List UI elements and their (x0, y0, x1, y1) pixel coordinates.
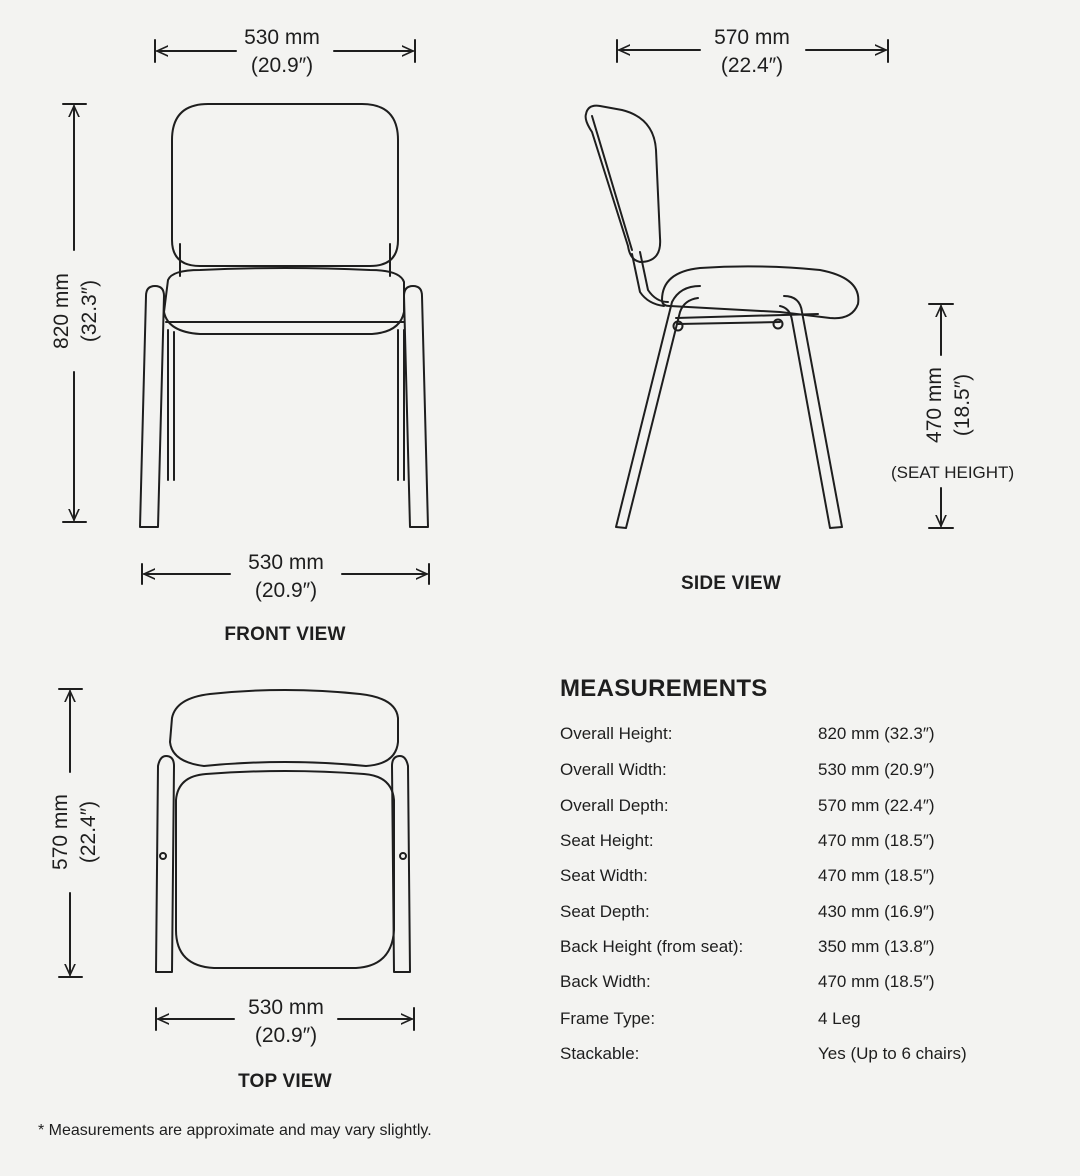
measurement-value: 530 mm (20.9″) (818, 760, 935, 779)
measurement-row (560, 972, 1040, 1002)
top-depth-dim-mm: 570 mm (49, 794, 72, 870)
seat-height-note: (SEAT HEIGHT) (891, 463, 1015, 482)
measurement-label: Back Width: (560, 972, 651, 991)
top-bottom-dim-label (226, 994, 346, 1050)
measurement-label: Overall Height: (560, 724, 673, 743)
front-bottom-dim-mm: 530 mm (248, 551, 324, 574)
side-top-dim-mm: 570 mm (714, 26, 790, 49)
measurement-value: 470 mm (18.5″) (818, 972, 935, 991)
measurement-value: Yes (Up to 6 chairs) (818, 1044, 967, 1063)
measurement-label: Frame Type: (560, 1009, 656, 1028)
front-height-dim-in: (32.3″) (78, 279, 101, 343)
measurement-row (560, 866, 1040, 896)
measurement-row (560, 1009, 1040, 1039)
measurement-row (560, 724, 1040, 754)
side-seat-dim-in: (18.5″) (951, 373, 974, 437)
front-top-dim-mm: 530 mm (244, 26, 320, 49)
front-view-chair (140, 104, 428, 527)
front-top-dim-label (222, 24, 342, 80)
top-view-chair (156, 690, 410, 972)
measurement-label: Seat Height: (560, 831, 654, 850)
measurement-row (560, 1044, 1040, 1074)
measurement-row (560, 831, 1040, 861)
measurement-value: 570 mm (22.4″) (818, 796, 935, 815)
top-view-label: TOP VIEW (238, 1071, 332, 1092)
front-view-label: FRONT VIEW (224, 624, 346, 645)
front-bottom-dim-in: (20.9″) (254, 579, 318, 602)
measurement-label: Overall Width: (560, 760, 667, 779)
measurement-value: 4 Leg (818, 1009, 861, 1028)
side-seat-dim-mm: 470 mm (923, 367, 946, 443)
measurement-row (560, 937, 1040, 967)
footnote: * Measurements are approximate and may vary slightly. (38, 1122, 432, 1139)
measurement-label: Seat Depth: (560, 902, 650, 921)
side-top-dim-label (692, 24, 812, 80)
front-top-dim-in: (20.9″) (250, 54, 314, 77)
measurement-value: 820 mm (32.3″) (818, 724, 935, 743)
measurement-label: Seat Width: (560, 866, 648, 885)
front-height-dim-label (48, 251, 104, 371)
side-view-chair (586, 106, 859, 528)
measurement-row (560, 760, 1040, 790)
measurement-label: Stackable: (560, 1044, 640, 1063)
top-bottom-dim-in: (20.9″) (254, 1024, 318, 1047)
measurement-row (560, 902, 1040, 932)
measurement-label: Back Height (from seat): (560, 937, 744, 956)
side-seat-dim-label (921, 345, 977, 465)
measurement-label: Overall Depth: (560, 796, 669, 815)
top-depth-dim-in: (22.4″) (77, 800, 100, 864)
measurement-value: 470 mm (18.5″) (818, 866, 935, 885)
measurement-row (560, 796, 1040, 826)
front-height-dim-mm: 820 mm (50, 273, 73, 349)
side-view-label: SIDE VIEW (681, 573, 781, 594)
top-depth-dim-label (47, 772, 103, 892)
measurement-value: 430 mm (16.9″) (818, 902, 935, 921)
measurement-value: 470 mm (18.5″) (818, 831, 935, 850)
front-bottom-dim-label (226, 549, 346, 605)
measurements-title: MEASUREMENTS (560, 675, 768, 702)
measurement-value: 350 mm (13.8″) (818, 937, 935, 956)
side-top-dim-in: (22.4″) (720, 54, 784, 77)
top-bottom-dim-mm: 530 mm (248, 996, 324, 1019)
